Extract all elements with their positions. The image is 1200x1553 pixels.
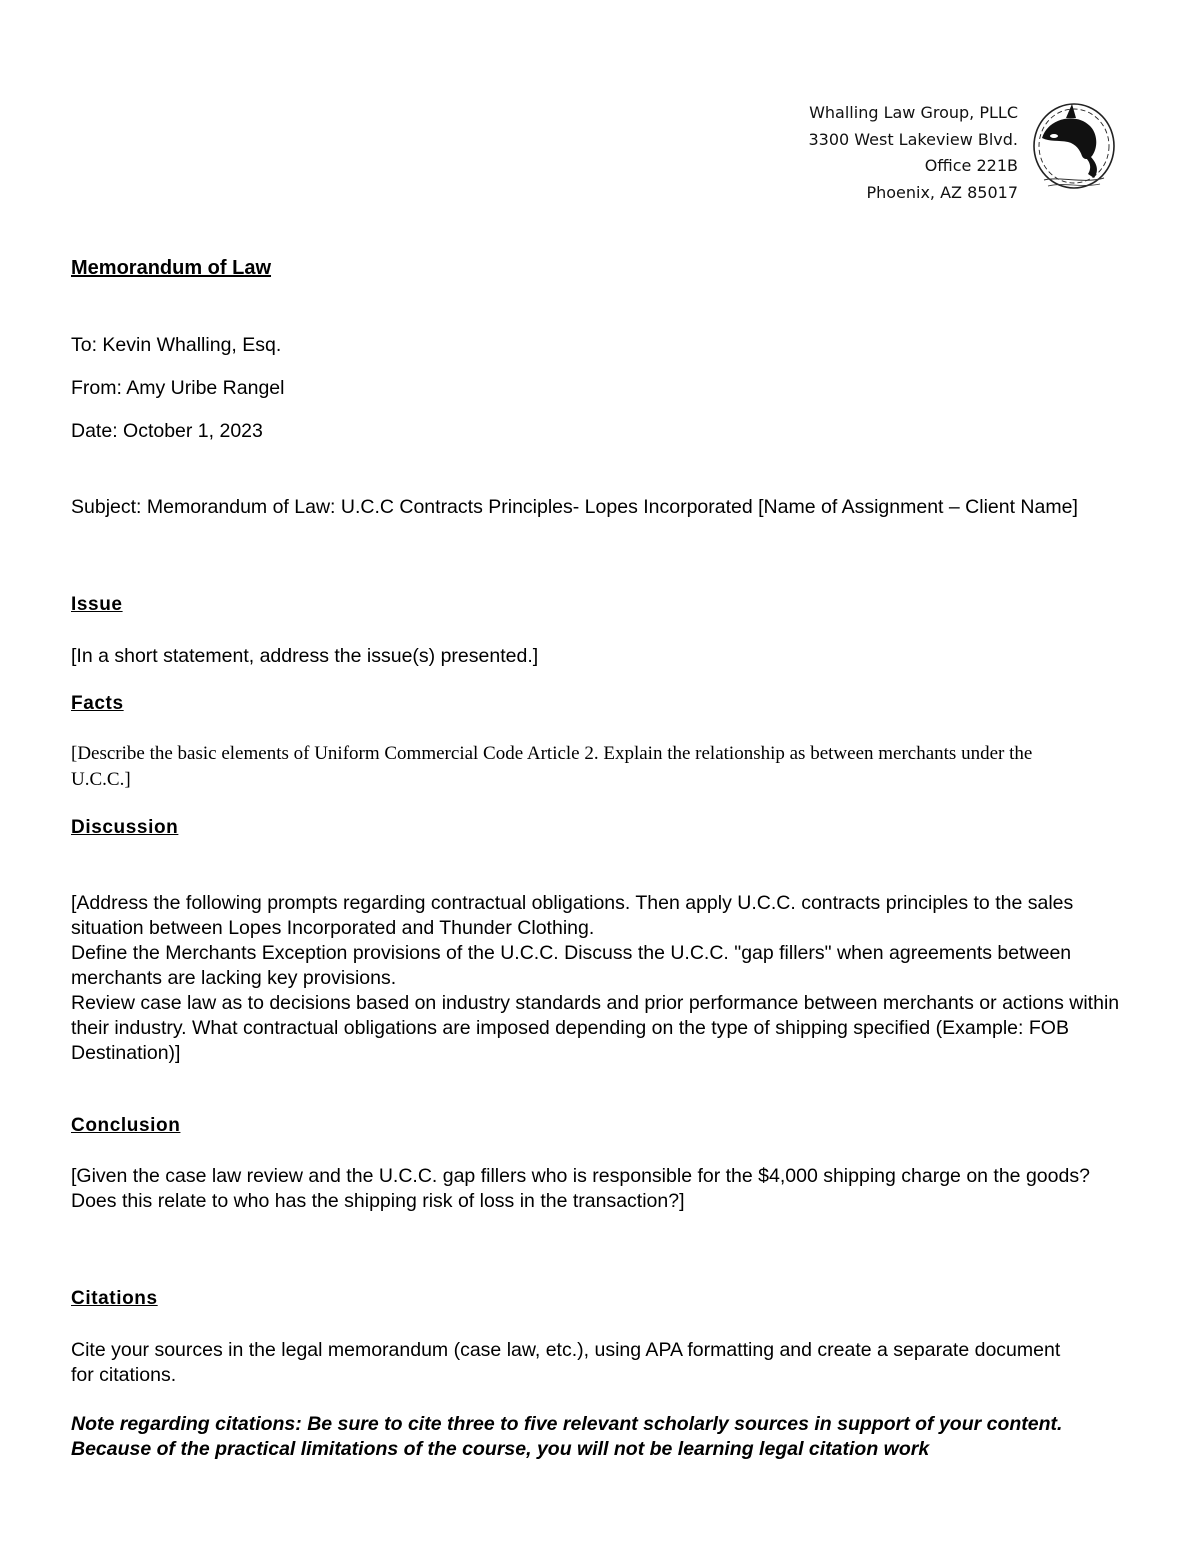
memo-from: From: Amy Uribe Rangel <box>71 377 285 399</box>
firm-city: Phoenix, AZ 85017 <box>866 182 1018 202</box>
discussion-paragraph-2: Define the Merchants Exception provisions of the U.C.C. Discuss the U.C.C. "gap fillers" when agreements between merchants are lacking key provisions. <box>71 942 1072 989</box>
letterhead-address <box>808 100 1018 206</box>
discussion-body <box>71 891 1131 1066</box>
memo-to: To: Kevin Whalling, Esq. <box>71 334 282 356</box>
conclusion-body: [Given the case law review and the U.C.C. gap fillers who is responsible for the $4,000 shipping charge on the goods? Does this relate to who has the shipping risk of loss in the transaction?] <box>71 1165 1090 1212</box>
facts-body: [Describe the basic elements of Uniform Commercial Code Article 2. Explain the relationship as between merchants under the U.C.C.] <box>71 743 1033 790</box>
firm-street: 3300 West Lakeview Blvd. <box>808 129 1018 149</box>
discussion-heading: Discussion <box>71 817 179 838</box>
memo-subject: Subject: Memorandum of Law: U.C.C Contracts Principles- Lopes Incorporated [Name of Assignment – Client Name] <box>71 496 1078 518</box>
citations-body: Cite your sources in the legal memorandum (case law, etc.), using APA formatting and create a separate document for citations. <box>71 1339 1061 1386</box>
memo-date: Date: October 1, 2023 <box>71 420 263 442</box>
discussion-paragraph-3: Review case law as to decisions based on industry standards and prior performance between merchants or actions within their industry. What contractual obligations are imposed depending on the type of shipping specified (Example: FOB Destination)] <box>71 992 1120 1064</box>
issue-body: [In a short statement, address the issue(s) presented.] <box>71 645 539 667</box>
firm-office: Office 221B <box>924 156 1018 175</box>
firm-name: Whalling Law Group, PLLC <box>809 103 1018 122</box>
facts-heading: Facts <box>71 693 124 714</box>
conclusion-heading: Conclusion <box>71 1115 181 1136</box>
memo-title: Memorandum of Law <box>71 257 272 279</box>
issue-heading: Issue <box>71 594 123 615</box>
citations-note: Note regarding citations: Be sure to cite three to five relevant scholarly sources in support of your content. Because of the practical limitations of the course, you will not be learning legal citation work <box>71 1413 1063 1460</box>
discussion-paragraph-1: [Address the following prompts regarding contractual obligations. Then apply U.C.C. contracts principles to the sales situation between Lopes Incorporated and Thunder Clothing. <box>71 892 1074 939</box>
orca-logo-icon <box>1024 98 1120 198</box>
citations-heading: Citations <box>71 1288 158 1309</box>
